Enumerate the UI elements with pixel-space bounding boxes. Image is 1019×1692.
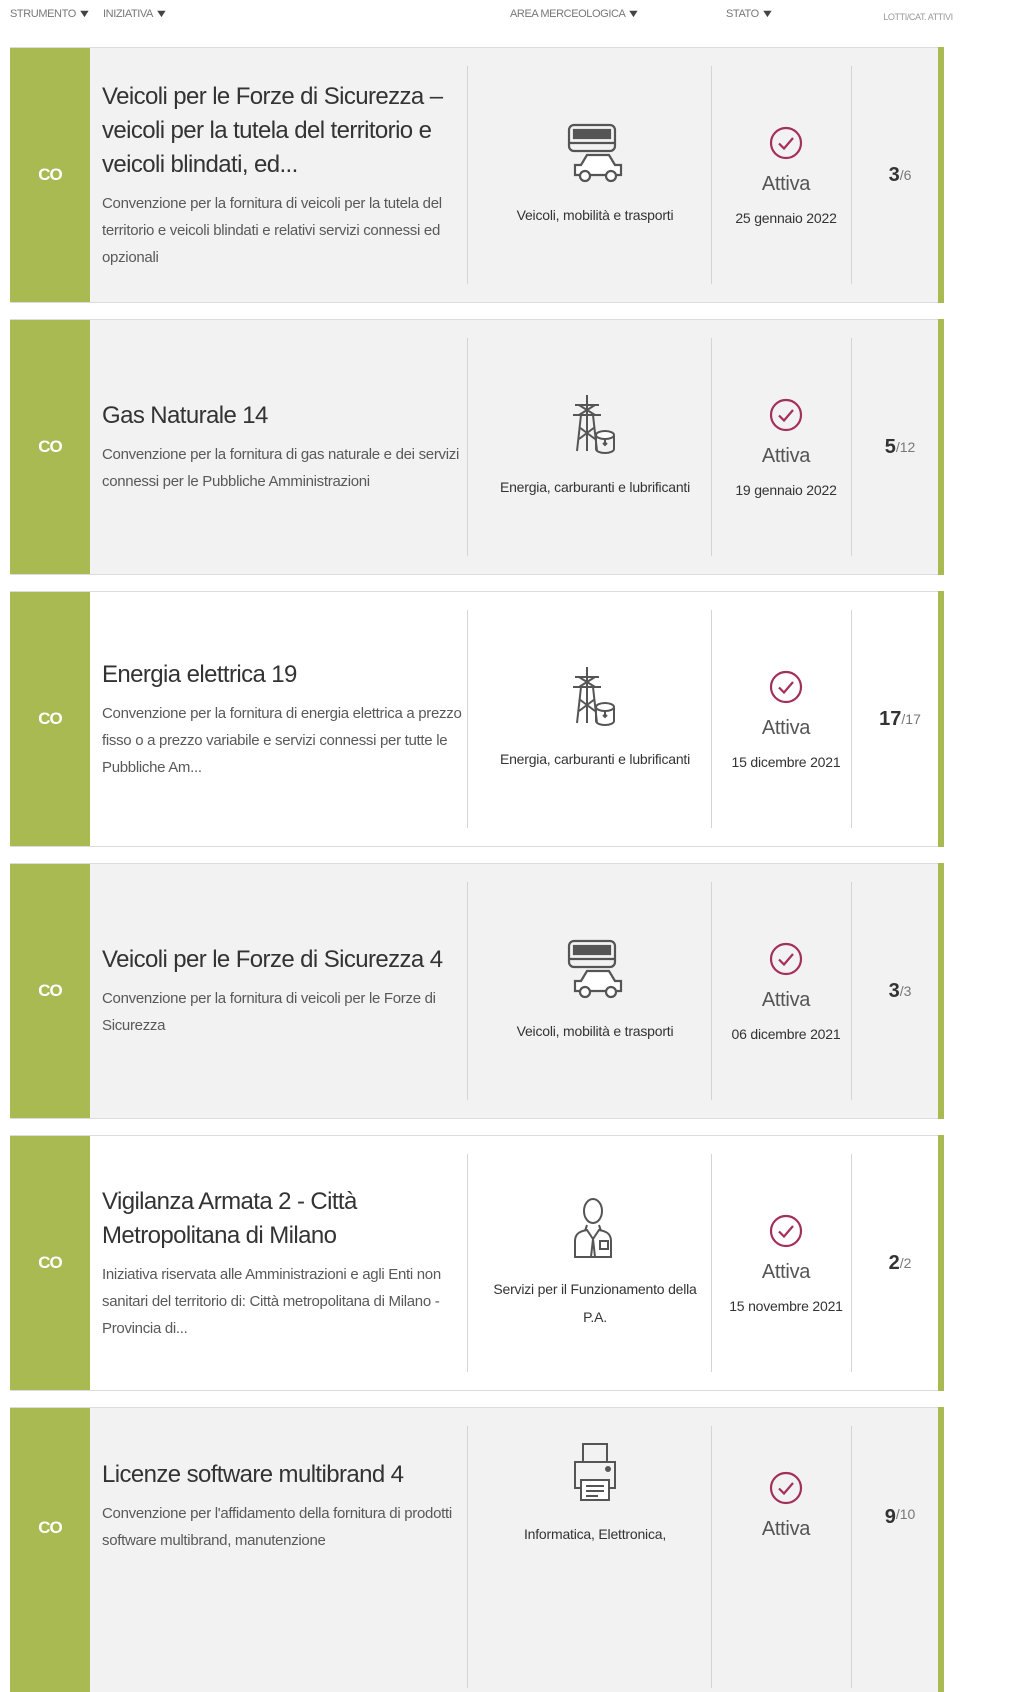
strumento-badge — [10, 1136, 90, 1390]
status-cell — [723, 864, 849, 1118]
sort-lotti[interactable] — [880, 0, 956, 34]
lots-total: /10 — [895, 1506, 916, 1522]
divider — [467, 1426, 468, 1688]
person-services-icon — [563, 1195, 627, 1259]
divider — [711, 1154, 712, 1372]
status-date: 15 dicembre 2021 — [731, 753, 841, 770]
status-date: 19 gennaio 2022 — [735, 481, 837, 498]
sort-area-label: AREA MERCEOLOGICA — [510, 8, 626, 20]
area-label: Veicoli, mobilità e trasporti — [516, 1023, 674, 1039]
strumento-badge — [10, 864, 90, 1118]
initiative-title[interactable]: Vigilanza Armata 2 - Città Metropolitana di Milano — [102, 1187, 357, 1249]
status-cell — [723, 48, 849, 302]
divider — [467, 1154, 468, 1372]
area-label: Veicoli, mobilità e trasporti — [516, 207, 674, 223]
divider — [711, 66, 712, 284]
printer-icon — [563, 1440, 627, 1504]
divider — [851, 882, 852, 1100]
divider — [467, 882, 468, 1100]
status-date: 25 gennaio 2022 — [735, 209, 837, 226]
strumento-label: CO — [38, 437, 62, 456]
lots-count — [862, 1408, 938, 1692]
check-circle-icon — [768, 669, 804, 705]
status-label: Attiva — [761, 172, 811, 195]
status-label: Attiva — [761, 1518, 811, 1540]
initiative-content — [102, 1136, 462, 1390]
sort-strumento-label: STRUMENTO — [10, 8, 76, 20]
area-label: Energia, carburanti e lubrificanti — [499, 751, 691, 767]
lots-total: /6 — [899, 167, 912, 183]
initiative-description: Convenzione per la fornitura di veicoli per la tutela del territorio e veicoli blindati e relativi servizi connessi ed opzionali — [102, 194, 442, 266]
strumento-badge — [10, 48, 90, 302]
lots-active: 2 — [888, 1251, 900, 1274]
table-row[interactable] — [10, 863, 939, 1119]
sort-iniziativa[interactable] — [103, 8, 167, 20]
energy-icon — [563, 665, 627, 729]
row-accent-bar — [938, 591, 944, 847]
check-circle-icon — [768, 397, 804, 433]
status-cell — [723, 592, 849, 846]
divider — [711, 882, 712, 1100]
check-circle-icon — [768, 1213, 804, 1249]
initiative-description: Convenzione per l'affidamento della fornitura di prodotti software multibrand, manutenzione — [102, 1505, 452, 1549]
divider — [467, 66, 468, 284]
status-label: Attiva — [761, 444, 811, 467]
strumento-badge — [10, 320, 90, 574]
lots-active: 17 — [879, 707, 902, 730]
initiative-description: Iniziativa riservata alle Amministrazioni e agli Enti non sanitari del territorio di: Città metropolitana di Milano - Provincia di... — [102, 1265, 441, 1337]
divider — [851, 338, 852, 556]
divider — [851, 66, 852, 284]
energy-icon — [563, 393, 627, 457]
divider — [711, 610, 712, 828]
initiative-content — [102, 48, 462, 302]
initiative-content — [102, 864, 462, 1118]
divider — [851, 1426, 852, 1688]
lots-active: 9 — [884, 1506, 896, 1528]
area-merceologica — [479, 864, 711, 1118]
initiative-title[interactable]: Gas Naturale 14 — [102, 402, 268, 429]
row-accent-bar — [938, 47, 944, 303]
area-label: Energia, carburanti e lubrificanti — [499, 479, 691, 495]
lots-total: /3 — [899, 983, 912, 999]
divider — [851, 610, 852, 828]
divider — [467, 338, 468, 556]
strumento-label: CO — [38, 981, 62, 1000]
status-cell — [723, 1136, 849, 1390]
row-accent-bar — [938, 1135, 944, 1391]
initiative-title[interactable]: Veicoli per le Forze di Sicurezza 4 — [102, 946, 443, 973]
sort-arrow-icon: ▼ — [77, 8, 91, 20]
area-merceologica — [479, 1408, 711, 1692]
lots-count — [862, 48, 938, 302]
status-date: 15 novembre 2021 — [729, 1297, 843, 1314]
lots-total: /17 — [901, 711, 921, 727]
status-cell — [723, 1408, 849, 1692]
lots-active: 3 — [888, 163, 900, 186]
initiative-title[interactable]: Energia elettrica 19 — [102, 660, 297, 688]
sort-stato[interactable] — [726, 8, 772, 20]
divider — [467, 610, 468, 828]
status-cell — [723, 320, 849, 574]
vehicles-icon — [563, 937, 627, 1001]
lots-active: 5 — [884, 435, 896, 458]
initiative-title[interactable]: Licenze software multibrand 4 — [102, 1461, 404, 1488]
initiative-content — [102, 592, 462, 846]
strumento-label: CO — [38, 709, 62, 728]
divider — [711, 1426, 712, 1688]
status-label: Attiva — [761, 1260, 811, 1283]
initiative-title[interactable]: Veicoli per le Forze di Sicurezza – veicoli per la tutela del territorio e veicoli blindati, ed... — [102, 82, 443, 178]
area-merceologica — [479, 320, 711, 574]
row-accent-bar — [938, 319, 944, 575]
strumento-label: CO — [38, 1518, 62, 1537]
initiative-description: Convenzione per la fornitura di gas naturale e dei servizi connessi per le Pubbliche Amministrazioni — [102, 446, 459, 490]
area-label: Servizi per il Funzionamento della P.A. — [493, 1281, 697, 1325]
lots-count — [862, 320, 938, 574]
strumento-badge — [10, 1408, 90, 1692]
lots-total: /2 — [899, 1255, 912, 1271]
status-label: Attiva — [761, 988, 811, 1011]
sort-arrow-icon: ▼ — [626, 8, 641, 20]
sort-iniziativa-label: INIZIATIVA — [103, 8, 153, 20]
initiative-description: Convenzione per la fornitura di veicoli per le Forze di Sicurezza — [102, 990, 436, 1034]
divider — [851, 1154, 852, 1372]
sort-lotti-label: LOTTI/CAT. ATTIVI — [883, 12, 953, 22]
area-merceologica — [479, 1136, 711, 1390]
status-label: Attiva — [761, 716, 811, 739]
divider — [711, 338, 712, 556]
sort-arrow-icon: ▼ — [154, 8, 169, 20]
strumento-label: CO — [38, 165, 62, 184]
lots-count — [862, 592, 938, 846]
strumento-badge — [10, 592, 90, 846]
table-row[interactable] — [10, 591, 939, 847]
area-label: Informatica, Elettronica, — [523, 1526, 667, 1542]
table-row[interactable] — [10, 319, 939, 575]
initiative-description: Convenzione per la fornitura di energia elettrica a prezzo fisso o a prezzo variabile e servizi connessi per tutte le Pubbliche Am... — [102, 704, 462, 776]
sort-strumento[interactable] — [10, 8, 89, 20]
lots-count — [862, 1136, 938, 1390]
table-row[interactable] — [10, 1407, 939, 1692]
check-circle-icon — [768, 125, 804, 161]
check-circle-icon — [768, 1470, 804, 1506]
table-header — [0, 0, 1019, 34]
sort-stato-label: STATO — [726, 8, 759, 20]
lots-total: /12 — [895, 439, 916, 455]
initiative-content — [102, 320, 462, 574]
sort-area-merceologica[interactable] — [510, 8, 639, 20]
check-circle-icon — [768, 941, 804, 977]
table-row[interactable] — [10, 47, 939, 303]
sort-arrow-icon: ▼ — [760, 8, 774, 20]
row-accent-bar — [938, 1407, 944, 1692]
row-accent-bar — [938, 863, 944, 1119]
lots-count — [862, 864, 938, 1118]
status-date: 06 dicembre 2021 — [731, 1025, 841, 1042]
strumento-label: CO — [38, 1253, 62, 1272]
initiative-content — [102, 1408, 462, 1692]
vehicles-icon — [563, 121, 627, 185]
area-merceologica — [479, 48, 711, 302]
table-row[interactable] — [10, 1135, 939, 1391]
lots-active: 3 — [888, 979, 900, 1002]
area-merceologica — [479, 592, 711, 846]
